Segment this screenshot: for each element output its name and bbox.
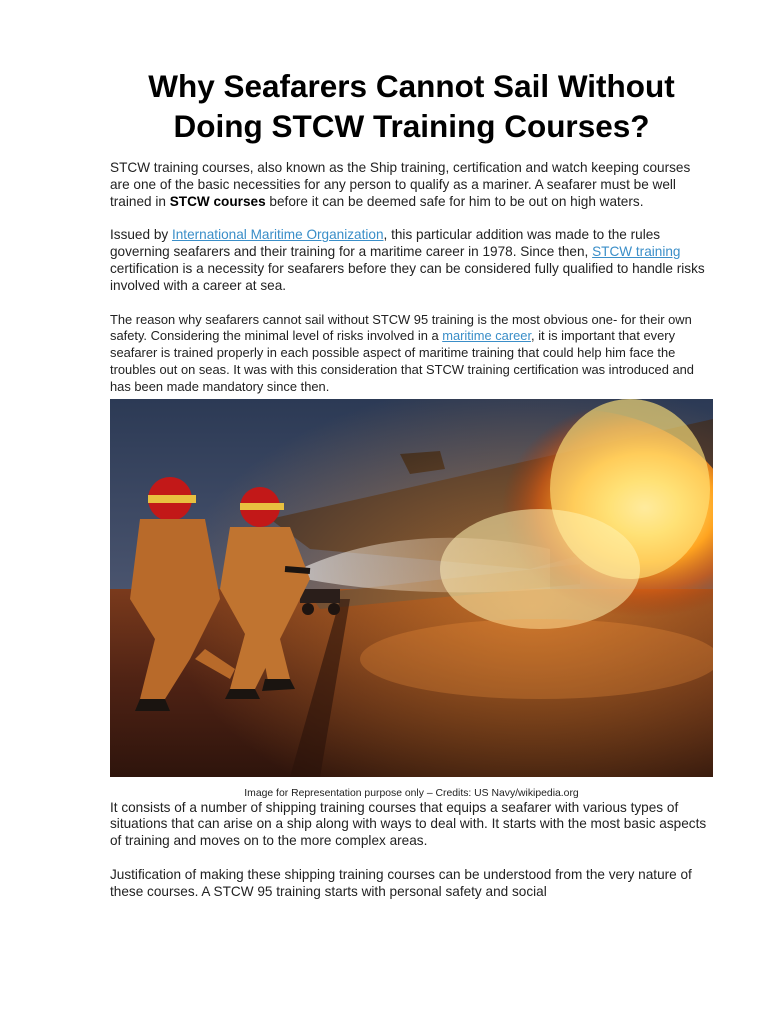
image-caption: Image for Representation purpose only – Credits: US Navy/wikipedia.org bbox=[244, 787, 579, 799]
paragraph-imo-text-1: Issued by bbox=[110, 227, 172, 243]
article bbox=[110, 66, 713, 901]
firefighting-illustration bbox=[110, 399, 713, 777]
paragraph-intro bbox=[110, 160, 713, 210]
paragraph-imo bbox=[110, 227, 713, 294]
stcw-training-link[interactable]: STCW training bbox=[592, 244, 681, 260]
paragraph-reason-text-2: , it is important that every seafarer is trained properly in each possible aspect of maritime training that could help him face the troubles out on seas. It was with this consideration that STCW training certification was introduced and has been made mandatory since then. bbox=[110, 328, 694, 394]
paragraph-intro-text-2: before it can be deemed safe for him to be out on high waters. bbox=[265, 193, 644, 209]
imo-link[interactable]: International Maritime Organization bbox=[171, 227, 384, 243]
stcw-courses-bold: STCW courses bbox=[169, 193, 266, 209]
paragraph-intro-text-1: STCW training courses, also known as the Ship training, certification and watch keeping courses are one of the basic necessities for any person to qualify as a mariner. A seafarer must be well trained in bbox=[110, 160, 691, 209]
paragraph-reason-text-1: The reason why seafarers cannot sail without STCW 95 training is the most obvious one- for their own safety. Considering the minimal level of risks involved in a bbox=[110, 311, 692, 344]
paragraph-justification: Justification of making these shipping training courses can be understood from the very nature of these courses. A STCW 95 training starts with personal safety and social bbox=[110, 866, 692, 899]
paragraph-reason bbox=[110, 312, 713, 396]
paragraph-imo-text-3: certification is a necessity for seafarers before they can be considered fully qualified to handle risks involved with a career at sea. bbox=[110, 260, 705, 293]
paragraph-courses: It consists of a number of shipping training courses that equips a seafarer with various types of situations that can arise on a ship along with ways to deal with. It starts with the most basic aspects of training and moves on to the more complex areas. bbox=[110, 799, 707, 849]
firefighting-photo bbox=[110, 399, 713, 777]
maritime-career-link[interactable]: maritime career bbox=[442, 328, 532, 344]
page-title: Why Seafarers Cannot Sail Without Doing STCW Training Courses? bbox=[148, 68, 675, 144]
paragraph-imo-text-2: , this particular addition was made to the rules governing seafarers and their training for a maritime career in 1978. Since then, bbox=[110, 227, 661, 260]
